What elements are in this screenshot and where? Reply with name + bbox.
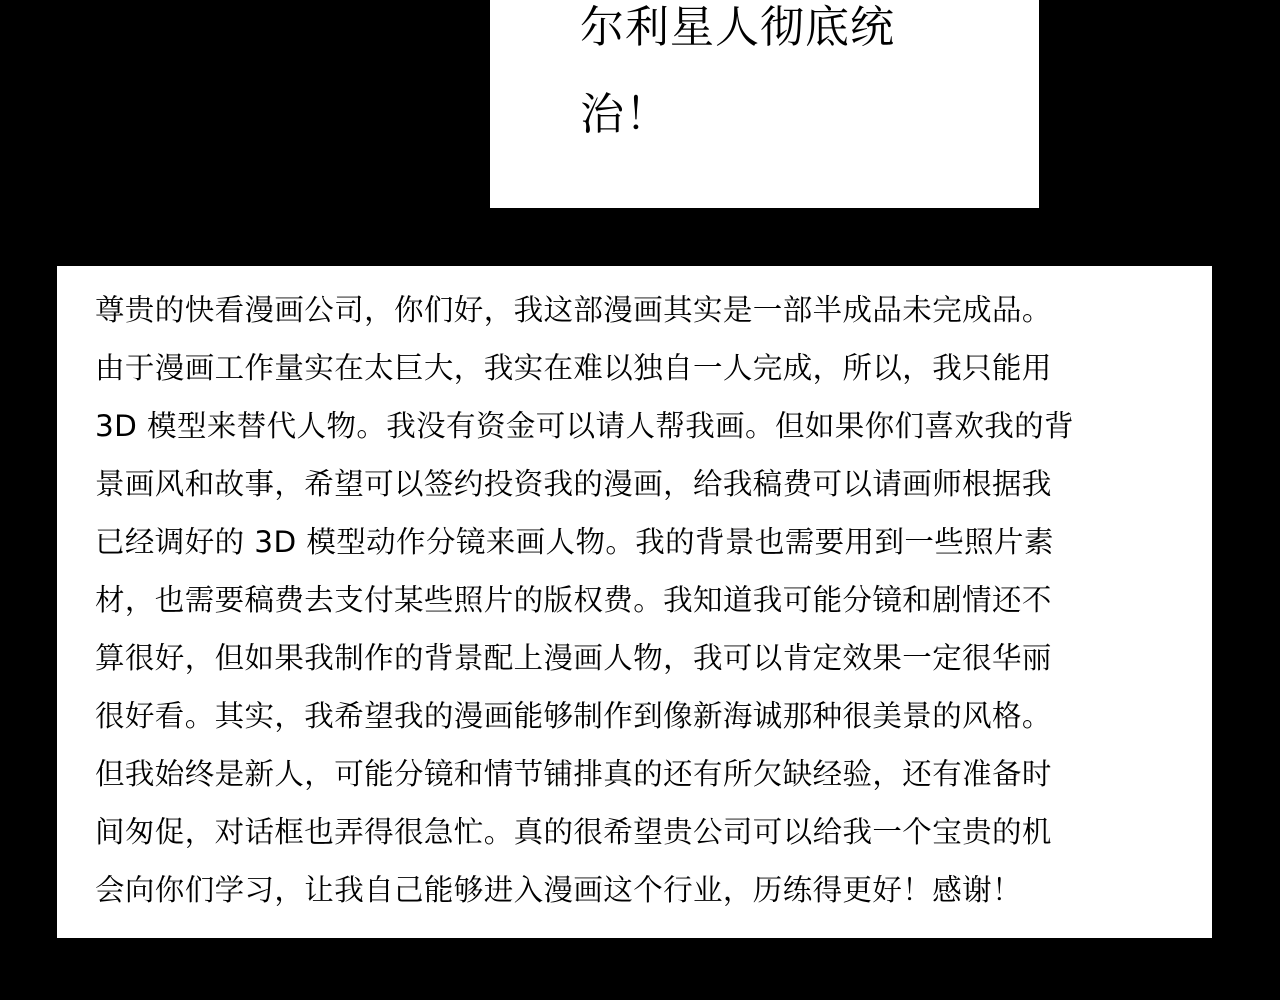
speech-panel: [490, 0, 1039, 208]
letter-line-9: 但我始终是新人，可能分镜和情节铺排真的还有所欠缺经验，还有准备时: [95, 757, 1052, 791]
speech-line-1: 尔利星人彻底统: [580, 2, 895, 53]
letter-line-5: 已经调好的 3D 模型动作分镜来画人物。我的背景也需要用到一些照片素: [95, 525, 1054, 559]
author-letter-panel: [57, 266, 1212, 938]
letter-line-6: 材，也需要稿费去支付某些照片的版权费。我知道我可能分镜和剧情还不: [95, 583, 1052, 617]
letter-line-2: 由于漫画工作量实在太巨大，我实在难以独自一人完成，所以，我只能用: [95, 351, 1052, 385]
letter-line-11: 会向你们学习，让我自己能够进入漫画这个行业，历练得更好！感谢！: [95, 873, 1022, 907]
letter-line-8: 很好看。其实，我希望我的漫画能够制作到像新海诚那种很美景的风格。: [95, 699, 1052, 733]
letter-line-7: 算很好，但如果我制作的背景配上漫画人物，我可以肯定效果一定很华丽: [95, 641, 1052, 675]
speech-line-2: 治！: [580, 89, 670, 140]
letter-line-1: 尊贵的快看漫画公司，你们好，我这部漫画其实是一部半成品未完成品。: [95, 293, 1052, 327]
letter-line-3: 3D 模型来替代人物。我没有资金可以请人帮我画。但如果你们喜欢我的背: [95, 409, 1074, 443]
letter-line-10: 间匆促，对话框也弄得很急忙。真的很希望贵公司可以给我一个宝贵的机: [95, 815, 1052, 849]
letter-line-4: 景画风和故事，希望可以签约投资我的漫画，给我稿费可以请画师根据我: [95, 467, 1052, 501]
